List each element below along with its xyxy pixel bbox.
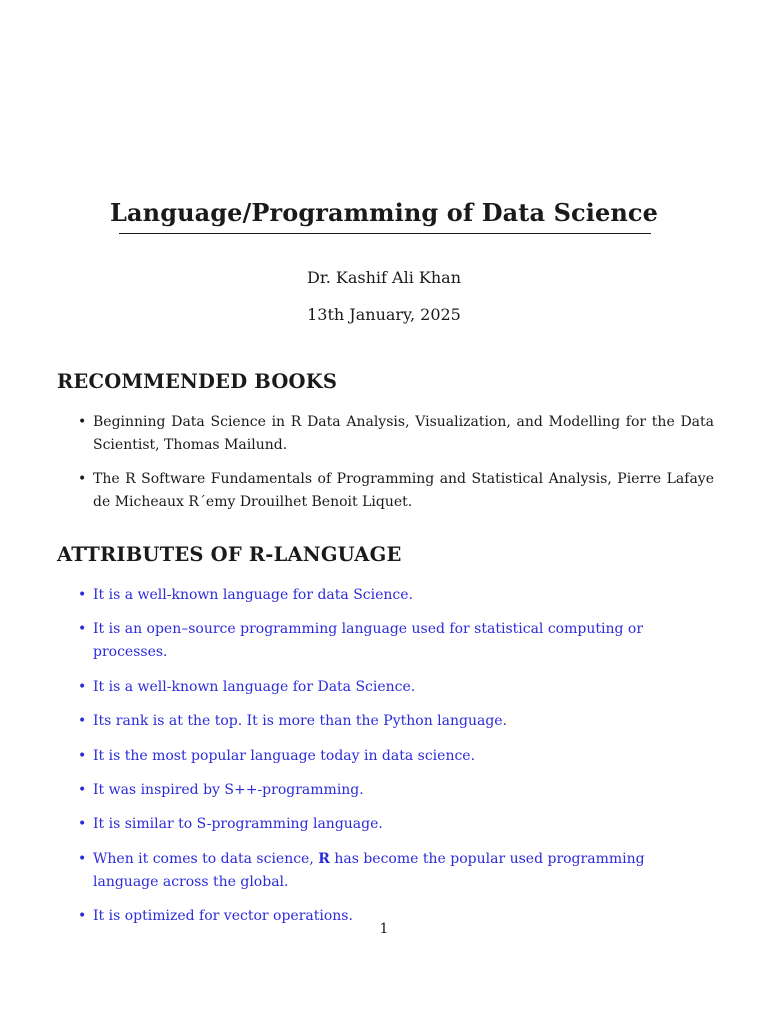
list-item [0,584,768,607]
list-item [0,710,768,733]
list-item [0,676,768,699]
list-item [0,411,768,457]
attribute-text: It is similar to S-programming language. [93,816,383,833]
book-entry: The R Software Fundamentals of Programming and Statistical Analysis, Pierre Lafaye de Micheaux R´emy Drouilhet Benoit Liquet. [93,471,714,510]
attribute-text: It is a well-known language for data Science. [93,587,413,603]
r-emphasis: R [318,850,330,867]
list-item [0,848,768,894]
bullet-icon: • [78,816,87,833]
title-underline [119,233,651,234]
bullet-icon: • [78,781,87,798]
list-item [0,745,768,768]
attribute-text: It is optimized for vector operations. [93,908,353,925]
bullet-icon: • [78,908,87,925]
bullet-icon: • [78,621,87,638]
list-item [0,468,768,514]
page-number: 1 [379,921,389,937]
document-title: Language/Programming of Data Science [110,198,658,227]
list-item [0,779,768,802]
attribute-text: Its rank is at the top. It is more than the Python language. [93,713,508,730]
attribute-text: It was inspired by S++-programming. [93,781,364,798]
section-heading-attributes: ATTRIBUTES OF R-LANGUAGE [57,543,402,566]
document-date: 13th January, 2025 [307,305,461,324]
attribute-text [93,851,645,890]
bullet-icon: • [78,471,87,487]
list-item [0,813,768,836]
list-item [0,618,768,664]
attribute-text: It is the most popular language today in data science. [93,747,476,764]
bullet-icon: • [78,850,87,867]
bullet-icon: • [78,587,87,603]
attribute-text: It is a well-known language for Data Science. [93,678,416,695]
attribute-text: It is an open–source programming language used for statistical computing or processes. [93,621,644,661]
books-list [0,411,768,525]
bullet-icon: • [78,713,87,730]
bullet-icon: • [78,414,87,430]
author-name: Dr. Kashif Ali Khan [307,268,461,287]
book-entry: Beginning Data Science in R Data Analysis, Visualization, and Modelling for the Data Scientist, Thomas Mailund. [93,414,714,453]
section-heading-books: RECOMMENDED BOOKS [57,370,338,393]
attributes-list [0,584,768,940]
bullet-icon: • [78,747,87,764]
bullet-icon: • [78,678,87,695]
attribute-text-lead: When it comes to data science, [93,850,319,867]
attribute-text-tail: has become the popular used programming language across the global. [93,850,645,890]
